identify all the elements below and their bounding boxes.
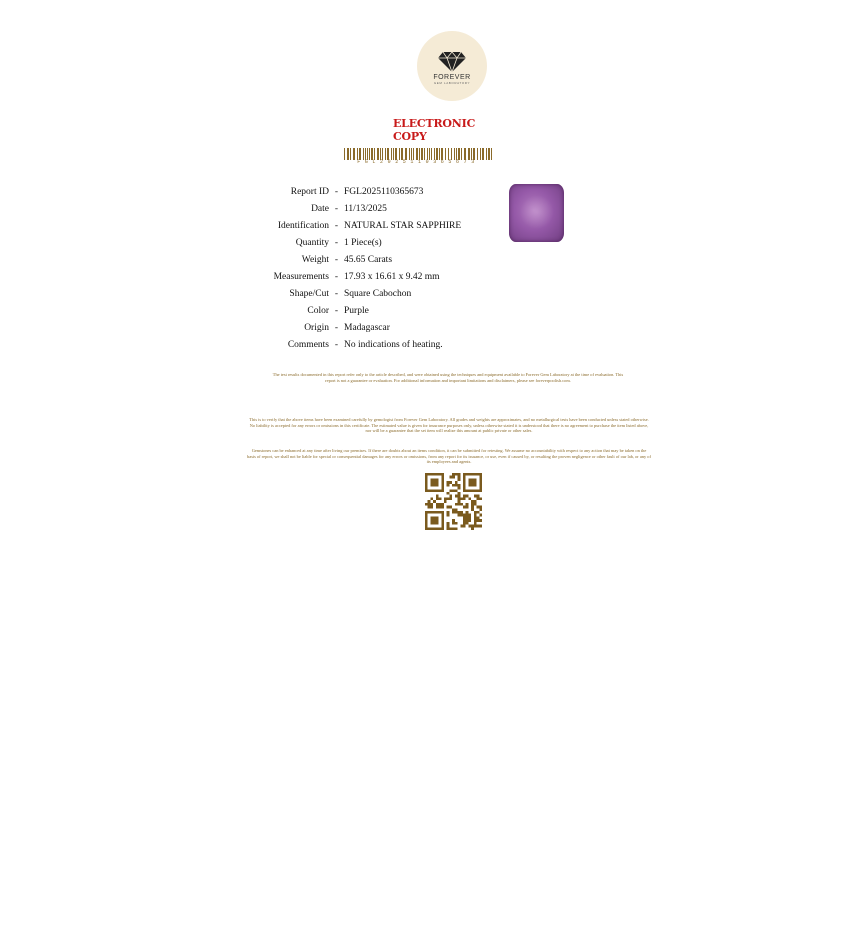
detail-separator: -	[334, 237, 339, 248]
disclaimer-results: The test results documented in this report refer only to the article described, and were obtained using the techniques and equipment available to Forever Gem Laboratory at the time of evaluation. This report is not a guarantee or evaluation. For additional information and important limitations and disclaimers, please see foreverpoolish.com.	[272, 372, 624, 383]
qr-code[interactable]	[425, 473, 482, 530]
lab-logo	[417, 31, 487, 101]
detail-label: Identification	[277, 220, 329, 231]
detail-separator: -	[334, 203, 339, 214]
detail-value: 45.65 Carats	[344, 254, 393, 265]
detail-value: FGL2025110365673	[344, 186, 424, 197]
diamond-icon	[437, 51, 467, 73]
detail-value: Purple	[344, 305, 369, 316]
electronic-copy-title: ELECTRONIC COPY	[393, 117, 476, 143]
detail-label: Weight	[301, 254, 329, 265]
detail-row	[262, 251, 461, 268]
detail-value: Madagascar	[344, 322, 390, 333]
detail-value: Square Cabochon	[344, 288, 412, 299]
detail-separator: -	[334, 220, 339, 231]
detail-row	[262, 217, 461, 234]
detail-label: Report ID	[290, 186, 329, 197]
detail-row	[262, 336, 461, 353]
detail-row	[262, 285, 461, 302]
report-details	[262, 183, 461, 353]
detail-value: 11/13/2025	[344, 203, 387, 214]
disclaimer-verification: This is to verify that the above items have been examined carefully by gemologist from Forever Gem Laboratory. All grades and weights are approximates, and no metallurgical tests have been conducted unless stated otherwise. No liability is accepted for any errors or omissions in this certificate. The estimated value is given for insurance purposes only, unless otherwise stated it is understood that there is no agreement to purchase the item listed above, nor will be a guarantee that the set item will realize this amount at public private or other sales.	[249, 417, 649, 434]
detail-row	[262, 302, 461, 319]
gemstone-photo	[509, 184, 564, 242]
barcode-number: FGL2025110365673	[357, 159, 479, 165]
detail-label: Shape/Cut	[289, 288, 329, 299]
detail-label: Color	[307, 305, 329, 316]
detail-separator: -	[334, 322, 339, 333]
detail-label: Measurements	[273, 271, 329, 282]
detail-label: Comments	[287, 339, 329, 350]
detail-label: Origin	[304, 322, 329, 333]
detail-separator: -	[334, 339, 339, 350]
detail-row	[262, 183, 461, 200]
detail-row	[262, 234, 461, 251]
detail-label: Date	[311, 203, 329, 214]
logo-subtitle: GEM LABORATORY	[433, 81, 471, 85]
detail-separator: -	[334, 288, 339, 299]
detail-value: NATURAL STAR SAPPHIRE	[344, 220, 462, 231]
detail-row	[262, 200, 461, 217]
detail-separator: -	[334, 254, 339, 265]
detail-separator: -	[334, 305, 339, 316]
detail-value: No indications of heating.	[344, 339, 443, 350]
detail-value: 1 Piece(s)	[344, 237, 382, 248]
detail-label: Quantity	[295, 237, 329, 248]
detail-separator: -	[334, 271, 339, 282]
disclaimer-enhancement: Gemstones can be enhanced at any time after living our premises. If there are doubts about an items condition, it can be submitted for retesting. We assume no accountability with respect to any action that may be taken on the basis of report, we shall not be liable for special or consequential damages for any errors or omissions, from any report for its issuance, or use, even if caused by, or resulting the proven negligence or other fault of our lab, or any of its employees and agents.	[247, 448, 651, 465]
detail-row	[262, 268, 461, 285]
logo-brand: FOREVER	[433, 74, 471, 81]
detail-separator: -	[334, 186, 339, 197]
detail-row	[262, 319, 461, 336]
detail-value: 17.93 x 16.61 x 9.42 mm	[344, 271, 440, 282]
